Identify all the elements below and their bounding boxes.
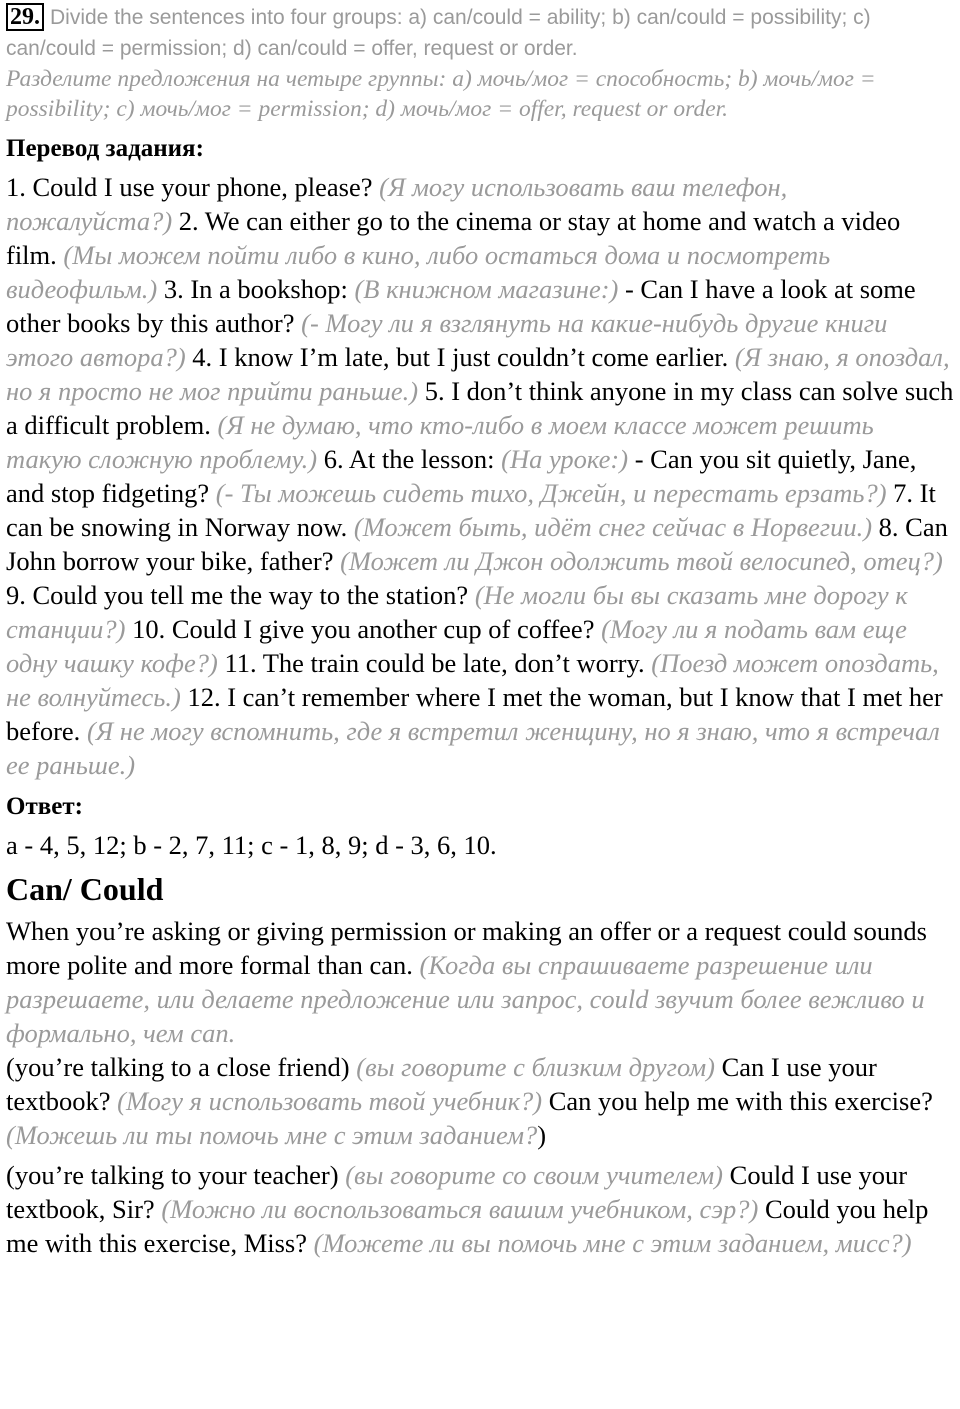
sentence-8-ru: (Может ли Джон одолжить твой велосипед, отец?) [340, 546, 943, 576]
sentence-8-en: 8. Can John borrow your bike, father? [6, 512, 948, 576]
teacher-example-1-en: Could I use your textbook, Sir? [6, 1160, 908, 1224]
sentence-5-ru: (Я не думаю, что кто-либо в моем классе может решить такую сложную проблему.) [6, 410, 874, 474]
theory-intro-en: When you’re asking or giving permission or making an offer or a request could sounds more polite and more formal than can. [6, 916, 927, 980]
sentence-2-ru: (Мы можем пойти либо в кино, либо остаться дома и посмотреть видеофильм.) [6, 240, 831, 304]
sentence-7-ru: (Может быть, идёт снег сейчас в Норвегии.) [353, 512, 873, 542]
section-title: Can/ Could [6, 871, 164, 907]
teacher-example-2-en: Could you help me with this exercise, Miss? [6, 1194, 929, 1258]
task-number: 29. [6, 3, 44, 31]
sentence-6-ru: (На уроке:) [501, 444, 629, 474]
friend-context-ru: (вы говорите с близким другом) [356, 1052, 715, 1082]
sentence-6b-en: - Can you sit quietly, Jane, and stop fidgeting? [6, 444, 917, 508]
sentence-12-ru: (Я не могу вспомнить, где я встретил женщину, но я знаю, что я встречал ее раньше.) [6, 716, 940, 780]
sentence-6b-ru: (- Ты можешь сидеть тихо, Джейн, и перестать ерзать?) [215, 478, 887, 508]
sentence-4-ru: (Я знаю, я опоздал, но я просто не мог прийти раньше.) [6, 342, 950, 406]
sentence-3b-en: - Can I have a look at some other books by this author? [6, 274, 916, 338]
sentence-12-en: 12. I can’t remember where I met the woman, but I know that I met her before. [6, 682, 943, 746]
sentence-4-en: 4. I know I’m late, but I just couldn’t come earlier. [192, 342, 729, 372]
answer-text: a - 4, 5, 12; b - 2, 7, 11; c - 1, 8, 9; d - 3, 6, 10. [6, 830, 497, 860]
sentence-6-en: 6. At the lesson: [323, 444, 495, 474]
sentence-1-ru: (Я могу использовать ваш телефон, пожалуйста?) [6, 172, 788, 236]
theory-intro [6, 914, 954, 1152]
sentence-11-en: 11. The train could be late, don’t worry. [224, 648, 645, 678]
friend-example-1-ru: (Могу я использовать твой учебник?) [117, 1086, 543, 1116]
answer-heading: Ответ: [6, 793, 83, 820]
friend-context-en: (you’re talking to a close friend) [6, 1052, 350, 1082]
theory-intro-ru: (Когда вы спрашиваете разрешение или разрешаете, или делаете предложение или запрос, could звучит более вежливо и формально, чем can. [6, 950, 925, 1048]
friend-example-2-ru: (Можешь ли ты помочь мне с этим заданием? [6, 1120, 538, 1150]
teacher-context-ru: (вы говорите со своим учителем) [345, 1160, 724, 1190]
translation-heading: Перевод задания: [6, 135, 204, 162]
sentence-1-en: 1. Could I use your phone, please? [6, 172, 373, 202]
task-text-ru: Разделите предложения на четыре группы: a) мочь/мог = способность; b) мочь/мог = possibility; c) мочь/мог = permission; d) мочь/мог = offer, request or order. [6, 66, 876, 122]
sentence-9-en: 9. Could you tell me the way to the station? [6, 580, 469, 610]
sentence-3-ru: (В книжном магазине:) [354, 274, 619, 304]
sentence-7-en: 7. It can be snowing in Norway now. [6, 478, 936, 542]
friend-close-paren: ) [537, 1120, 547, 1150]
friend-example-2-en: Can you help me with this exercise? [548, 1086, 933, 1116]
task-instruction [6, 2, 954, 124]
sentence-10-ru: (Могу ли я подать вам еще одну чашку кофе?) [6, 614, 907, 678]
teacher-context-en: (you’re talking to your teacher) [6, 1160, 339, 1190]
teacher-paragraph [6, 1158, 954, 1260]
sentence-3b-ru: (- Могу ли я взглянуть на какие-нибудь другие книги этого автора?) [6, 308, 888, 372]
sentence-9-ru: (Не могли бы вы сказать мне дорогу к станции?) [6, 580, 908, 644]
teacher-example-2-ru: (Можете ли вы помочь мне с этим заданием, мисс?) [313, 1228, 912, 1258]
sentence-11-ru: (Поезд может опоздать, не волнуйтесь.) [6, 648, 939, 712]
sentence-5-en: 5. I don’t think anyone in my class can solve such a difficult problem. [6, 376, 954, 440]
task-text-en: Divide the sentences into four groups: a) can/could = ability; b) can/could = possibility; c) can/could = permission; d) can/could = offer, request or order. [6, 6, 871, 60]
teacher-example-1-ru: (Можно ли воспользоваться вашим учебником, сэр?) [161, 1194, 759, 1224]
sentence-3-en: 3. In a bookshop: [163, 274, 348, 304]
sentence-10-en: 10. Could I give you another cup of coffee? [132, 614, 595, 644]
sentence-2-en: 2. We can either go to the cinema or stay at home and watch a video film. [6, 206, 901, 270]
sentences-paragraph [6, 170, 954, 782]
friend-example-1-en: Can I use your textbook? [6, 1052, 877, 1116]
